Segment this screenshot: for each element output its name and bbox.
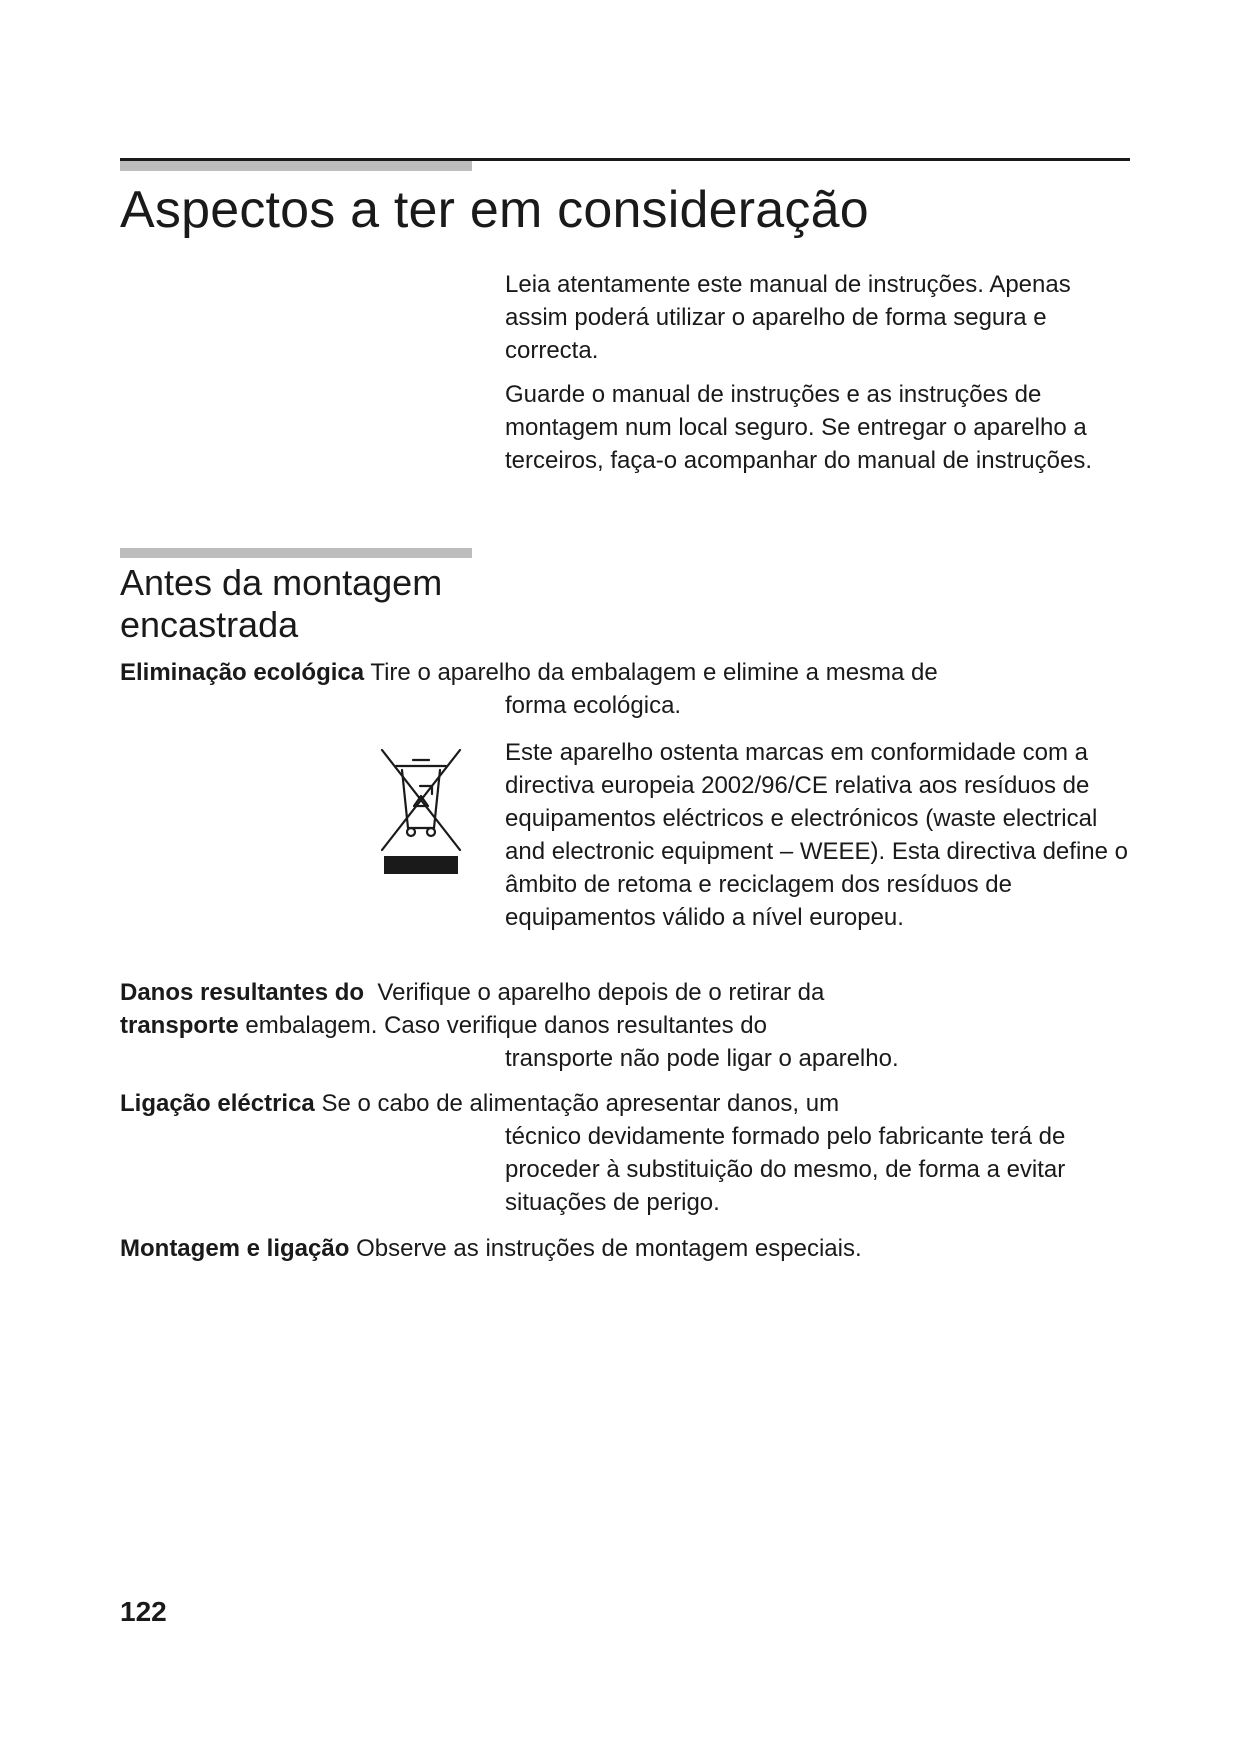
section-title <box>120 562 540 646</box>
page-number: 122 <box>120 1596 167 1627</box>
item-montagem-ligacao <box>120 1232 1135 1265</box>
item-text-line1: Tire o aparelho da embalagem e elimine a mesma de <box>370 659 938 686</box>
item-text-rest: transporte não pode ligar o aparelho. <box>505 1045 899 1072</box>
item-text-line1: Se o cabo de alimentação apresentar danos, um <box>321 1090 840 1117</box>
item-text-line1: Verifique o aparelho depois de o retirar da <box>377 979 825 1006</box>
intro-paragraph-1: Leia atentamente este manual de instruções. Apenas assim poderá utilizar o aparelho de forma segura e correcta. <box>505 271 1071 364</box>
section-title-line2: encastrada <box>120 604 299 645</box>
item-label: Ligação eléctrica <box>120 1090 315 1117</box>
weee-crossed-bin-icon <box>380 748 462 876</box>
section-rule <box>120 548 472 558</box>
item-text-rest: forma ecológica. <box>505 692 682 719</box>
intro-paragraph-2: Guarde o manual de instruções e as instruções de montagem num local seguro. Se entregar o aparelho a terceiros, faça-o acompanhar do manual de instruções. <box>505 381 1092 474</box>
item-danos-transporte <box>120 976 1135 1075</box>
weee-paragraph: Este aparelho ostenta marcas em conformidade com a directiva europeia 2002/96/CE relativa aos resíduos de equipamentos eléctricos e electrónicos (waste electrical and electronic equipment – WEEE). Esta directiva define o âmbito de retoma e reciclagem dos resíduos de equipamentos válido a nível europeu. <box>505 739 1128 931</box>
page-title: Aspectos a ter em consideração <box>120 181 869 239</box>
item-eliminacao-ecologica <box>120 656 1135 722</box>
item-label-line1: Danos resultantes do <box>120 979 365 1006</box>
item-label-line2: transporte <box>120 1012 239 1039</box>
item-text-line2: embalagem. Caso verifique danos resultantes do <box>245 1012 767 1039</box>
item-label: Eliminação ecológica <box>120 659 365 686</box>
section-title-line1: Antes da montagem <box>120 562 443 603</box>
title-rule-accent <box>120 161 472 171</box>
item-text-rest: técnico devidamente formado pelo fabricante terá de proceder à substituição do mesmo, de forma a evitar situações de perigo. <box>505 1123 1066 1216</box>
item-ligacao-electrica <box>120 1087 1135 1219</box>
item-label: Montagem e ligação <box>120 1235 350 1262</box>
item-text-line1: Observe as instruções de montagem especiais. <box>356 1235 862 1262</box>
